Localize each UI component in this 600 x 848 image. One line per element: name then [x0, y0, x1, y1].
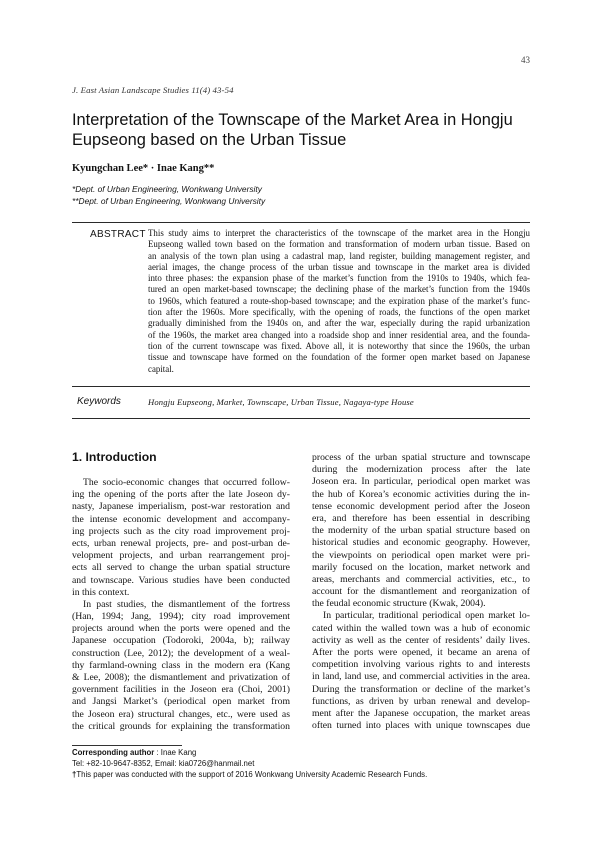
- body-line: account for the dismantlement and reorganization of: [312, 586, 530, 598]
- body-line: construction (Lee, 2012); the development of a weal-: [72, 647, 290, 659]
- dagger-mark: †: [72, 770, 77, 779]
- abstract-top-rule: [72, 222, 530, 223]
- contact-info: Tel: +82-10-9647-8352, Email: kia0726@hanmail.net: [72, 759, 255, 768]
- body-line: ing the opening of the ports after the late Joseon dy-: [72, 489, 290, 501]
- left-column: [72, 477, 290, 733]
- abstract-text: [148, 228, 530, 375]
- body-line: After the ports were opened, it became an arena of: [312, 647, 530, 658]
- abstract-line: tissue and townscape have formed on the foundation of the former open market based on Japanese: [148, 352, 530, 363]
- page-number: 43: [521, 55, 530, 65]
- body-line: ects all served to change the urban spatial structure: [72, 562, 290, 574]
- authors: Kyungchan Lee* · Inae Kang**: [72, 163, 215, 174]
- body-line: the Joseon era) structural changes, etc., were used as: [72, 708, 290, 720]
- abstract-line: gradually diminished from the 1940s on, and after the war, especially during the rapid urbanization: [148, 318, 530, 329]
- affiliation: *Dept. of Urban Engineering, Wonkwang University: [72, 184, 262, 194]
- abstract-label: ABSTRACT: [90, 229, 146, 240]
- affiliation: **Dept. of Urban Engineering, Wonkwang University: [72, 196, 266, 206]
- affiliations: [72, 183, 265, 207]
- body-line: the feudal economic structure (Kwak, 2004).: [312, 598, 486, 610]
- body-line: velopment projects, and urban rearrangement proj-: [72, 550, 290, 562]
- body-line: the modernity of the urban spatial structure based on: [312, 525, 530, 537]
- funding-note: [72, 769, 427, 780]
- abstract-line: tured an open market-based townscape; the declining phase of the market’s function from the 1940s: [148, 284, 530, 295]
- body-line: projects around when the ports were opened and the: [72, 623, 290, 635]
- body-line: ects, urban renewal projects, pre- and post-urban de-: [72, 537, 290, 549]
- keywords-bottom-rule: [72, 418, 530, 419]
- keywords-label: Keywords: [77, 396, 121, 407]
- abstract-line: capital.: [148, 363, 174, 374]
- body-line: during the modernization process after the late: [312, 464, 530, 476]
- body-line: often turned into places with unique townscapes due: [312, 720, 530, 732]
- body-line: ing projects such as the city road improvement proj-: [72, 525, 290, 537]
- body-line: tense economic development period after the Joseon: [312, 500, 530, 512]
- body-line: & Lee, 2008); the dismantlement and privatization of: [72, 672, 290, 683]
- body-line: in land, land use, and commercial activities in the area.: [312, 671, 530, 683]
- body-line: the hub of Korea’s economic activities during the in-: [312, 488, 530, 500]
- body-line: functions, as driven by urban renewal and develop-: [312, 695, 530, 707]
- abstract-line: of the 1960s, the market area changed into a roadside shop and inner residential area, and the founda-: [148, 329, 530, 340]
- corresponding-author-label: Corresponding author: [72, 748, 155, 757]
- body-line: the critical grounds for explaining the transformation: [72, 720, 290, 732]
- abstract-line: Eupseong walled town based on the formation and transformation of modern urban tissue. Based on: [148, 239, 530, 250]
- body-line: Japanese occupation (Todoroki, 2004a, b); railway: [72, 635, 290, 647]
- body-line: During the transformation or decline of the market’s: [312, 683, 530, 695]
- body-line: and townscape. Various studies have been conducted: [72, 574, 290, 586]
- body-line: The socio-economic changes that occurred follow-: [83, 477, 290, 488]
- body-line: (Han, 1994; Jang, 1994); city road improvement: [72, 611, 290, 623]
- section-heading: 1. Introduction: [72, 450, 157, 464]
- abstract-line: into three phases: the expansion phase of the market’s function from the 1910s to 1940s, which fea-: [148, 273, 530, 284]
- body-line: in this context.: [72, 586, 130, 598]
- body-line: the intense economic development and accompany-: [72, 513, 290, 525]
- abstract-line: tion after the 1960s. More specifically, with the opening of roads, the functions of the open market: [148, 307, 530, 318]
- body-line: competition involving various rights to and interests: [312, 659, 530, 671]
- body-line: Joseon era. In particular, periodical open market was: [312, 476, 530, 488]
- title-line: Interpretation of the Townscape of the Market Area in Hongju: [72, 111, 513, 129]
- abstract-line: tion of the current townscape was fixed. Above all, it is noteworthy that since the 1960s, the urban: [148, 340, 530, 351]
- body-line: activity as well as the center of residents’ daily lives.: [312, 634, 530, 646]
- funding-text: This paper was conducted with the support of 2016 Wonkwang University Academic Research Funds.: [76, 770, 428, 779]
- body-line: historical studies and economic geography. However,: [312, 537, 530, 549]
- body-line: government facilities in the Joseon era (Choi, 2001): [72, 684, 290, 696]
- body-line: thy farmland-owning class in the modern era (Kang: [72, 659, 290, 671]
- body-line: ment after the Japanese occupation, the market areas: [312, 707, 530, 719]
- abstract-line: an analysis of the town plan using a cadastral map, land register, building management register, and: [148, 250, 530, 261]
- right-column: [312, 452, 530, 732]
- body-line: cated within the walled town was a hub of economic: [312, 622, 530, 634]
- title-line: Eupseong based on the Urban Tissue: [72, 131, 347, 149]
- abstract-line: to 1960s, which featured a route-shop-based townscape; and the expiration phase of the market’s func-: [148, 295, 530, 306]
- abstract-line: aerial images, the change process of the urban tissue and townscape in the market area is divided: [148, 261, 530, 272]
- body-line: era, and therefore has been essential in describing: [312, 512, 530, 524]
- keywords-text: Hongju Eupseong, Market, Townscape, Urban Tissue, Nagaya-type House: [148, 397, 414, 407]
- body-line: nasty, Japanese imperialism, post-war restoration and: [72, 501, 290, 513]
- keywords-top-rule: [72, 386, 530, 387]
- abstract-line: This study aims to interpret the characteristics of the townscape of the market area in the Hongju: [148, 228, 530, 238]
- footnote-rule: [72, 745, 182, 746]
- journal-citation: J. East Asian Landscape Studies 11(4) 43-54: [72, 85, 234, 95]
- body-line: the viewpoints on periodical open market were pri-: [312, 549, 530, 561]
- paper-title: [72, 110, 542, 150]
- corresponding-author: [72, 747, 196, 758]
- body-line: In past studies, the dismantlement of the fortress: [83, 598, 290, 610]
- body-line: areas, merchants and commercial activities, etc., to: [312, 573, 530, 585]
- body-line: In particular, traditional periodical open market lo-: [323, 610, 530, 622]
- body-line: process of the urban spatial structure and townscape: [312, 452, 530, 463]
- body-line: and Jangsi Market’s (periodical open market from: [72, 696, 290, 708]
- body-line: marily focused on the location, market network and: [312, 561, 530, 573]
- corresponding-author-name: : Inae Kang: [154, 748, 197, 757]
